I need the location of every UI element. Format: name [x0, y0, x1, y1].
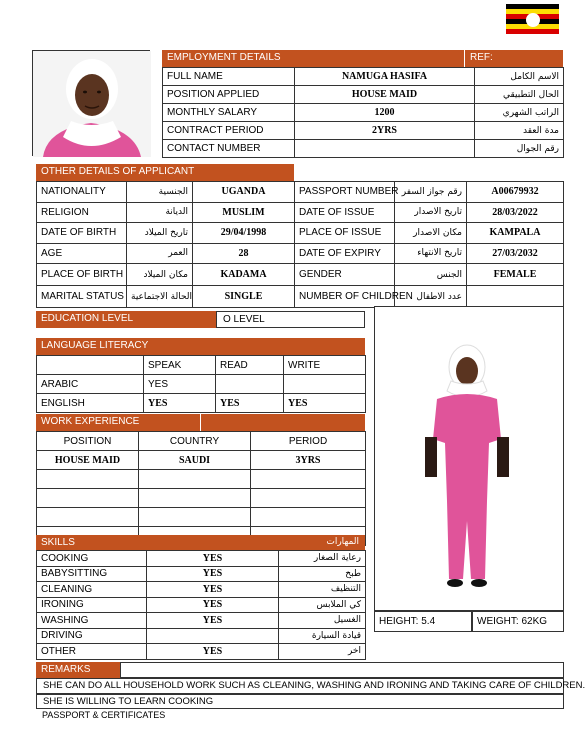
skill-value: YES: [147, 613, 279, 629]
employment-value: HOUSE MAID: [295, 86, 475, 104]
skill-row: [37, 597, 366, 613]
remarks-line-1-text: SHE CAN DO ALL HOUSEHOLD WORK SUCH AS CLEANING, WASHING AND IRONING AND TAKING CARE OF CHILDREN.: [43, 680, 585, 691]
language-speak-value: YES: [144, 394, 216, 413]
education-value-text: O LEVEL: [223, 314, 265, 325]
detail-arabic-label: مكان الاصدار: [395, 223, 467, 244]
detail-label: DATE OF ISSUE: [295, 202, 395, 223]
skill-arabic-label: الغسيل: [279, 613, 366, 629]
skill-row: [37, 566, 366, 582]
work-column-header: COUNTRY: [139, 432, 251, 451]
work-empty-cell: [139, 508, 251, 527]
other-details-row: [37, 202, 564, 223]
skill-label: DRIVING: [37, 628, 147, 644]
employment-label: FULL NAME: [163, 68, 295, 86]
detail-arabic-label: تاريخ الميلاد: [127, 223, 193, 244]
language-table: [36, 355, 366, 413]
skill-row: [37, 644, 366, 660]
detail-label: GENDER: [295, 264, 395, 286]
skill-row: [37, 613, 366, 629]
employment-label: CONTRACT PERIOD: [163, 122, 295, 140]
language-read-value: YES: [216, 394, 284, 413]
passport-certificates-label: [42, 710, 165, 724]
language-column-header: WRITE: [284, 356, 366, 375]
skill-value: YES: [147, 597, 279, 613]
detail-label: NUMBER OF CHILDREN: [295, 286, 395, 308]
work-header-text: WORK EXPERIENCE: [41, 416, 140, 427]
skill-value: YES: [147, 644, 279, 660]
employment-arabic-label: الراتب الشهري: [475, 104, 564, 122]
skill-row: [37, 551, 366, 567]
detail-arabic-label: الديانة: [127, 202, 193, 223]
work-column-header: PERIOD: [251, 432, 366, 451]
other-details-header: [36, 164, 294, 181]
skill-arabic-label: كي الملابس: [279, 597, 366, 613]
work-empty-cell: [251, 508, 366, 527]
work-header-row: [37, 432, 366, 451]
skill-label: OTHER: [37, 644, 147, 660]
education-header-text: EDUCATION LEVEL: [41, 313, 134, 324]
detail-value: KADAMA: [193, 264, 295, 286]
detail-arabic-label: الحالة الاجتماعية: [127, 286, 193, 308]
detail-label: DATE OF BIRTH: [37, 223, 127, 244]
employment-row: [163, 122, 564, 140]
detail-arabic-label: تاريخ الانتهاء: [395, 243, 467, 264]
work-row: [37, 470, 366, 489]
employment-row: [163, 140, 564, 158]
skill-arabic-label: التنظيف: [279, 582, 366, 598]
other-details-row: [37, 223, 564, 244]
education-level-value: [216, 311, 365, 328]
skills-header-arabic: المهارات: [326, 537, 359, 547]
skill-value: YES: [147, 551, 279, 567]
detail-arabic-label: تاريخ الاصدار: [395, 202, 467, 223]
employment-value: 1200: [295, 104, 475, 122]
skill-label: BABYSITTING: [37, 566, 147, 582]
remarks-header-text: REMARKS: [41, 664, 91, 675]
applicant-headshot-photo: [32, 50, 150, 156]
language-header-text: LANGUAGE LITERACY: [41, 340, 149, 351]
language-literacy-header: [36, 338, 365, 355]
detail-label: DATE OF EXPIRY: [295, 243, 395, 264]
other-details-row: [37, 264, 564, 286]
work-position: HOUSE MAID: [37, 451, 139, 470]
detail-value: 28: [193, 243, 295, 264]
employment-row: [163, 104, 564, 122]
passport-certificates-text: PASSPORT & CERTIFICATES: [42, 710, 166, 720]
work-empty-cell: [37, 470, 139, 489]
work-row: [37, 451, 366, 470]
work-row: [37, 508, 366, 527]
language-name: ENGLISH: [37, 394, 144, 413]
language-write-value: [284, 375, 366, 394]
employment-label: CONTACT NUMBER: [163, 140, 295, 158]
language-row: [37, 394, 366, 413]
language-speak-value: YES: [144, 375, 216, 394]
work-empty-cell: [139, 470, 251, 489]
skill-arabic-label: طبخ: [279, 566, 366, 582]
skill-arabic-label: قيادة السيارة: [279, 628, 366, 644]
detail-value: 28/03/2022: [467, 202, 564, 223]
height-text: HEIGHT: 5.4: [379, 616, 436, 627]
weight-text: WEIGHT: 62KG: [477, 616, 548, 627]
detail-value: A00679932: [467, 182, 564, 203]
employment-label: POSITION APPLIED: [163, 86, 295, 104]
other-details-row: [37, 243, 564, 264]
skill-value: YES: [147, 566, 279, 582]
remarks-header: [36, 662, 120, 678]
detail-value: SINGLE: [193, 286, 295, 308]
detail-value: FEMALE: [467, 264, 564, 286]
detail-value: 27/03/2032: [467, 243, 564, 264]
detail-label: RELIGION: [37, 202, 127, 223]
work-period: 3YRS: [251, 451, 366, 470]
work-country: SAUDI: [139, 451, 251, 470]
skill-row: [37, 628, 366, 644]
work-row: [37, 489, 366, 508]
skill-row: [37, 582, 366, 598]
detail-arabic-label: العمر: [127, 243, 193, 264]
detail-arabic-label: الجنسية: [127, 182, 193, 203]
employment-table: [162, 67, 564, 158]
work-empty-cell: [251, 489, 366, 508]
detail-label: MARITAL STATUS: [37, 286, 127, 308]
ref-header: [464, 50, 563, 67]
language-read-value: [216, 375, 284, 394]
language-corner-cell: [37, 356, 144, 375]
language-column-header: SPEAK: [144, 356, 216, 375]
remarks-header-rest: [120, 662, 564, 678]
skills-header-text: SKILLS: [41, 537, 75, 548]
employment-value: NAMUGA HASIFA: [295, 68, 475, 86]
education-level-header: [36, 311, 216, 328]
skill-label: COOKING: [37, 551, 147, 567]
employment-label: MONTHLY SALARY: [163, 104, 295, 122]
detail-value: 29/04/1998: [193, 223, 295, 244]
skill-value: [147, 628, 279, 644]
employment-header-text: EMPLOYMENT DETAILS: [167, 52, 281, 63]
detail-label: PLACE OF ISSUE: [295, 223, 395, 244]
detail-arabic-label: عدد الاطفال: [395, 286, 467, 308]
skill-label: WASHING: [37, 613, 147, 629]
skills-table: [36, 550, 366, 660]
uganda-flag-icon: [506, 4, 559, 36]
work-column-header: POSITION: [37, 432, 139, 451]
employment-value: 2YRS: [295, 122, 475, 140]
ref-label: REF:: [470, 52, 493, 63]
work-empty-cell: [37, 508, 139, 527]
detail-value: MUSLIM: [193, 202, 295, 223]
remarks-line-2-text: SHE IS WILLING TO LEARN COOKING: [43, 696, 214, 707]
detail-label: PLACE OF BIRTH: [37, 264, 127, 286]
remarks-line-2: [36, 694, 564, 709]
detail-arabic-label: رقم جواز السفر: [395, 182, 467, 203]
skill-label: CLEANING: [37, 582, 147, 598]
detail-value: [467, 286, 564, 308]
skill-arabic-label: اخر: [279, 644, 366, 660]
detail-label: PASSPORT NUMBER: [295, 182, 395, 203]
employment-arabic-label: رقم الجوال: [475, 140, 564, 158]
language-header-row: [37, 356, 366, 375]
detail-arabic-label: مكان الميلاد: [127, 264, 193, 286]
detail-value: UGANDA: [193, 182, 295, 203]
other-details-row: [37, 182, 564, 203]
language-name: ARABIC: [37, 375, 144, 394]
detail-value: KAMPALA: [467, 223, 564, 244]
employment-row: [163, 86, 564, 104]
detail-arabic-label: الجنس: [395, 264, 467, 286]
work-table: [36, 431, 366, 546]
other-details-header-text: OTHER DETAILS OF APPLICANT: [41, 166, 195, 177]
employment-value: [295, 140, 475, 158]
work-empty-cell: [139, 489, 251, 508]
language-column-header: READ: [216, 356, 284, 375]
work-experience-header: [36, 414, 200, 431]
employment-arabic-label: مدة العقد: [475, 122, 564, 140]
other-details-table: [36, 181, 564, 308]
skills-header: [36, 535, 365, 550]
applicant-full-body-photo: [374, 306, 564, 611]
work-empty-cell: [37, 489, 139, 508]
language-write-value: YES: [284, 394, 366, 413]
employment-arabic-label: الحال التطبيقي: [475, 86, 564, 104]
language-row: [37, 375, 366, 394]
height-field: [374, 611, 472, 632]
skill-value: YES: [147, 582, 279, 598]
employment-row: [163, 68, 564, 86]
employment-arabic-label: الاسم الكامل: [475, 68, 564, 86]
work-empty-cell: [251, 470, 366, 489]
skill-arabic-label: رعاية الصغار: [279, 551, 366, 567]
weight-field: [472, 611, 564, 632]
other-details-row: [37, 286, 564, 308]
detail-label: AGE: [37, 243, 127, 264]
detail-label: NATIONALITY: [37, 182, 127, 203]
work-header-fill: [200, 414, 365, 431]
skill-label: IRONING: [37, 597, 147, 613]
remarks-line-1: [36, 678, 585, 694]
employment-details-header: [162, 50, 464, 67]
